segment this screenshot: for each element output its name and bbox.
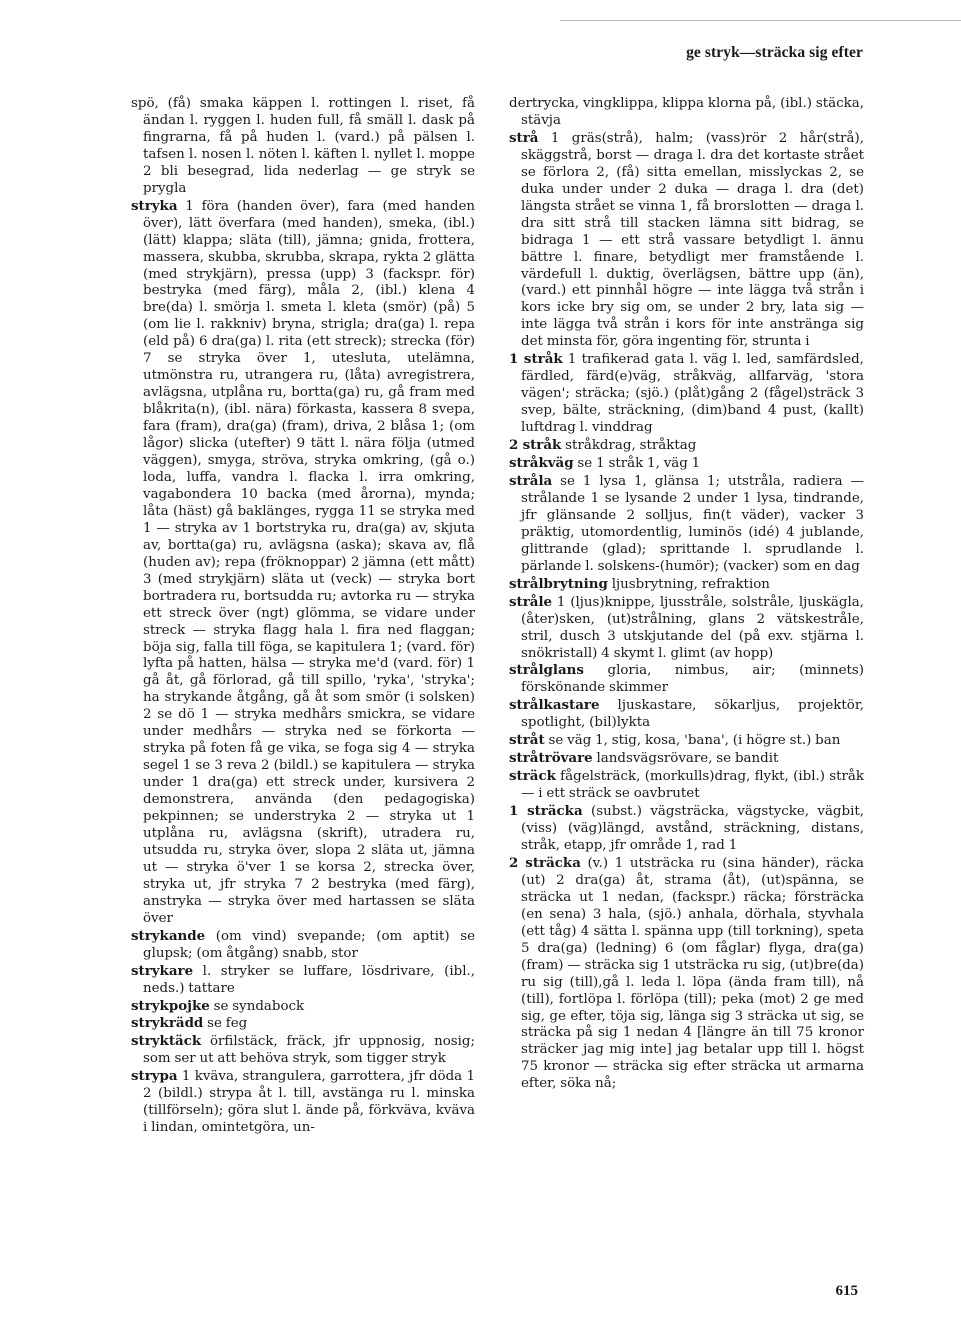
entry-headword: stråt bbox=[509, 732, 545, 749]
entry-headword: 1 sträcka bbox=[509, 803, 583, 820]
entry-body: se syndabock bbox=[209, 998, 305, 1014]
entry-body: 1 trafikerad gata l. väg l. led, samfärdsled, färdled, färd(e)väg, stråkväg, allfarväg, 'stora vägen'; sträcka; (sjö.) (plåt)gång 2 (fågel)sträck 3 svep, bälte, sträckning, (dim)band 4 pust, (kallt) luftdrag l. vinddrag bbox=[521, 352, 864, 436]
dictionary-entry bbox=[509, 803, 864, 855]
entry-body: örfilstäck, fräck, jfr uppnosig, nosig; som ser ut att behöva stryk, som tigger stryk bbox=[143, 1034, 475, 1067]
entry-headword: strykrädd bbox=[131, 1015, 204, 1032]
dictionary-entry bbox=[131, 1015, 475, 1033]
dictionary-entry bbox=[509, 662, 864, 697]
entry-body: 1 kväva, strangulera, garrottera, jfr döda 1 2 (bildl.) strypa åt l. till, avstänga ru l. minska (tillförseln); göra slut l. ände på, förkväva, kväva i lindan, omintetgöra, un- bbox=[143, 1069, 475, 1136]
top-rule bbox=[560, 20, 961, 21]
entry-body: se 1 stråk 1, väg 1 bbox=[573, 456, 701, 472]
entry-headword: sträck bbox=[509, 768, 556, 785]
dictionary-entry bbox=[509, 437, 864, 455]
right-column bbox=[509, 96, 864, 1093]
entry-body: landsvägsrövare, se bandit bbox=[592, 751, 779, 767]
entry-headword: stryka bbox=[131, 197, 178, 214]
dictionary-entry bbox=[131, 198, 475, 928]
page-number: 615 bbox=[835, 1283, 858, 1299]
entry-headword: stråle bbox=[509, 593, 553, 610]
entry-headword: strypa bbox=[131, 1068, 178, 1085]
dictionary-entry: spö, (få) smaka käppen l. rottingen l. riset, få ändan l. ryggen l. huden full, få smäll l. dask på fingrarna, få på huden l. (vard.) på pälsen l. tafsen l. nosen l. nöten l. käften l. nyllet l. moppe 2 bli besegrad, lida nederlag — ge stryk se prygla bbox=[131, 96, 475, 196]
running-head: ge stryk—sträcka sig efter bbox=[686, 44, 863, 61]
entry-headword: strå bbox=[509, 129, 539, 146]
entry-headword: stryktäck bbox=[131, 1033, 202, 1050]
entry-headword: 2 stråk bbox=[509, 437, 562, 454]
entry-body: (subst.) vägsträcka, vägstycke, vägbit, (viss) (väg)längd, avstånd, sträckning, distans, stråk, etapp, jfr område 1, rad 1 bbox=[521, 804, 864, 853]
entry-body: (v.) 1 utsträcka ru (sina händer), räcka (ut) 2 dra(ga) åt, strama (åt), (ut)spänna, se sträcka ut 1 nedan, (fackspr.) räcka; försträcka (en sena) 3 hala, (sjö.) anhala, dörhala, styvhala (ett tåg) 4 sätta l. spänna upp (till torkning), speta 5 dra(ga) (ledning) 6 (om fåglar) flyga, dra(ga) (fram) — sträcka sig 1 utsträcka ru sig, (ut)bre(da) ru sig (till),gå l. leda l. löpa (ända fram till), nå (till), fortlöpa l. förlöpa (till); peka (mot) 2 ge med sig, ge efter, töja sig, länga sig 3 sträcka ut sig, se sträcka på sig 1 nedan 4 [längre än till 75 kronor sträcker jag mig inte] jag betalar upp till l. högst 75 kronor — sträcka sig efter sträcka ut armarna efter, söka nå; bbox=[521, 855, 864, 1092]
entry-headword: stråtrövare bbox=[509, 750, 593, 767]
entry-body: 1 (ljus)knippe, ljusstråle, solstråle, ljuskägla, (åter)sken, (ut)strålning, glans 2 vätskestråle, stril, dusch 3 utskjutande del (på exv. stjärna l. snökristall) 4 skymt l. glimt (av hopp) bbox=[521, 594, 864, 661]
dictionary-entry bbox=[509, 473, 864, 576]
entry-headword: 2 sträcka bbox=[509, 854, 581, 871]
entry-headword: stråla bbox=[509, 472, 553, 489]
entry-body: stråkdrag, stråktag bbox=[561, 438, 697, 454]
entry-body: se väg 1, stig, kosa, 'bana', (i högre st.) ban bbox=[544, 733, 841, 749]
entry-headword: strykande bbox=[131, 927, 206, 944]
dictionary-entry bbox=[131, 963, 475, 998]
entry-body: 1 gräs(strå), halm; (vass)rör 2 hår(strå), skäggstrå, borst — draga l. dra det kortaste strået se förlora 2, (få) sitta emellan, misslyckas 2, se duka under under 2 duka — draga l. dra (det) längsta strået se vinna 1, få brorslotten — draga l. dra sitt strå till stacken lämna sitt bidrag, se bidraga 1 — ett strå vassare betydligt l. ännu bättre l. finare, betydligt mer framstående l. värdefull l. duktig, överlägsen, bättre upp (än), (vard.) ett pinnhål högre — inte lägga två strån i kors icke bry sig om, se under 2 bry, lata sig — inte lägga två strån i kors för inte anstränga sig det minsta för, göra ingenting för, strunta i bbox=[521, 130, 864, 350]
entry-headword: strykpojke bbox=[131, 997, 210, 1014]
dictionary-entry bbox=[131, 1068, 475, 1137]
entry-body: se 1 lysa 1, glänsa 1; utstråla, radiera — strålande 1 se lysande 2 under 1 lysa, tindrande, jfr glänsande 2 solljus, fin(t väder), vacker 3 präktig, utomordentlig, luminös (idé) 4 jublande, glittrande (glad); sprittande l. sprudlande l. pärlande l. solskens-(humör); (vacker) som en dag bbox=[521, 473, 864, 574]
dictionary-entry bbox=[509, 455, 864, 473]
dictionary-entry bbox=[509, 750, 864, 768]
entry-body: fågelsträck, (morkulls)drag, flykt, (ibl.) stråk — i ett sträck se oavbrutet bbox=[521, 769, 864, 802]
dictionary-entry bbox=[509, 576, 864, 594]
dictionary-entry bbox=[131, 1033, 475, 1068]
dictionary-entry bbox=[509, 855, 864, 1093]
left-column bbox=[131, 96, 475, 1137]
entry-headword: strykare bbox=[131, 962, 194, 979]
dictionary-entry bbox=[509, 697, 864, 732]
entry-headword: stråkväg bbox=[509, 455, 574, 472]
entry-headword: strålglans bbox=[509, 662, 584, 679]
dictionary-entry bbox=[509, 594, 864, 663]
entry-headword: 1 stråk bbox=[509, 351, 563, 368]
entry-headword: strålbrytning bbox=[509, 575, 608, 592]
dictionary-entry: dertrycka, vingklippa, klippa klorna på, (ibl.) stäcka, stävja bbox=[509, 96, 864, 128]
entry-body: ljuskastare, sökarljus, projektör, spotlight, (bil)lykta bbox=[521, 698, 864, 731]
entry-body: ljusbrytning, refraktion bbox=[607, 576, 770, 592]
dictionary-entry bbox=[509, 351, 864, 437]
dictionary-entry bbox=[131, 998, 475, 1016]
dictionary-entry bbox=[509, 732, 864, 750]
dictionary-entry bbox=[131, 928, 475, 963]
dictionary-entry bbox=[509, 768, 864, 803]
entry-body: gloria, nimbus, air; (minnets) förskönande skimmer bbox=[521, 663, 864, 696]
entry-body: se feg bbox=[203, 1016, 248, 1032]
entry-body: (om vind) svepande; (om aptit) se glupsk; (om åtgång) snabb, stor bbox=[143, 928, 475, 961]
entry-body: 1 föra (handen över), fara (med handen över), lätt överfara (med handen), smeka, (ibl.) (lätt) klappa; släta (till), jämna; gnida, frottera, massera, skubba, skrubba, skrapa, rykta 2 glätta (med strykjärn), pressa (upp) 3 (fackspr. för) bestryka (med färg), måla 2, (ibl.) klena 4 bre(da) l. smörja l. smeta l. kleta (smör) (på) 5 (om lie l. rakkniv) bryna, strigla; dra(ga) l. repa (eld på) 6 dra(ga) l. rita (ett streck); strecka (för) 7 se stryka över 1, utesluta, utelämna, utmönstra ru, utrangera ru, (låta) avregistrera, avlägsna, utplåna ru, bortta(ga) ru, gå fram med blåkrita(n), (ibl. nära) förkasta, kassera 8 svepa, fara (fram), dra(ga) (fram), driva, 2 blåsa 1; (om lågor) slicka (utefter) 9 tätt l. nära följa (utmed väggen), smyga, ströva, stryka omkring, (gå o.) loda, luffa, vandra l. flacka l. irra omkring, vagabondera 10 backa (med årorna), mynda; låta (häst) gå baklänges, rygga 11 se stryka med 1 — stryka av 1 bortstryka ru, dra(ga) av, skjuta av, bortta(ga) ru, avlägsna (aska); skava av, flå (huden av); repa (fröknoppar) 2 jämna (ett mått) 3 (med strykjärn) släta ut (veck) — stryka bort bortradera ru, bortsudda ru; avtorka ru — stryka ett streck över (ngt) glömma, se vidare under streck — stryka flagg hala l. fira ned flaggan; böja sig, falla till föga, se kapitulera 1; (vard. för) lyfta på hatten, hälsa — stryka me'd (vard. för) 1 gå åt, gå förlorad, gå till spillo, 'ryka', 'stryka'; ha strykande åtgång, gå åt som smör (i solsken) 2 se dö 1 — stryka medhårs smickra, se vidare under medhårs — stryka ned se förkorta — stryka på foten få ge vika, se foga sig 4 — stryka segel 1 se 3 reva 2 (bildl.) se kapitulera — stryka under 1 dra(ga) ett streck under, kursivera 2 demonstrera, använda (den pedagogiska) pekpinnen; se understryka 2 — stryka ut 1 utplåna ru, avlägsna (skrift), utradera ru, utsudda ru, stryka över, slopa 2 släta ut, jämna ut — stryka ö'ver 1 se korsa 2, strecka över, stryka ut, jfr stryka 7 2 bestryka (med färg), anstryka — stryka över med hartassen se släta över bbox=[143, 198, 475, 926]
entry-body: l. stryker se luffare, lösdrivare, (ibl., neds.) tattare bbox=[143, 963, 475, 996]
entry-headword: strålkastare bbox=[509, 697, 600, 714]
dictionary-entry bbox=[509, 130, 864, 351]
